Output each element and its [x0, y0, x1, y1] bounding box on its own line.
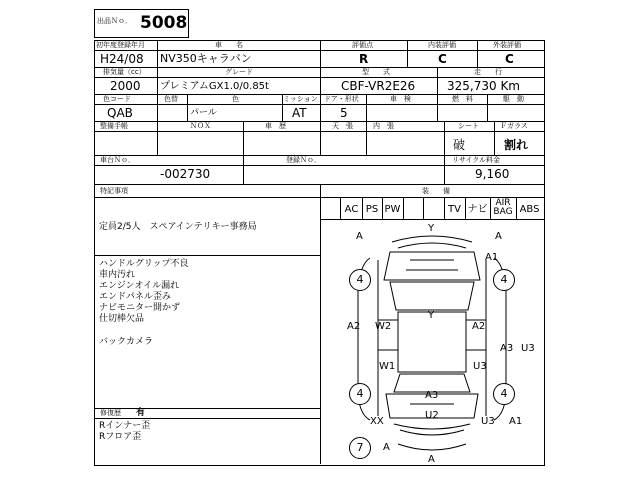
grade-label: グレード	[225, 68, 253, 76]
equipment-ac: AC	[344, 204, 359, 215]
damage-xx: XX	[370, 416, 384, 427]
car-diagram	[320, 220, 544, 464]
model-label: 型 式	[362, 68, 390, 76]
equipment-tv: TV	[448, 204, 461, 215]
repair-note: Rインナー歪	[99, 421, 151, 431]
damage-front-center: Y	[428, 223, 435, 234]
score-label: 評価点	[352, 41, 373, 49]
car-name-label: 車 名	[215, 41, 243, 49]
note-item: エンジンオイル漏れ	[99, 281, 180, 291]
damage-front-right: A	[495, 231, 502, 242]
door-value: 5	[340, 106, 348, 120]
equipment-ps: PS	[365, 204, 379, 215]
cc-value: 2000	[110, 79, 141, 93]
wheel-rear-left: 4	[349, 383, 371, 405]
equipment-airbag: AIR BAG	[493, 198, 513, 217]
damage-a-bottom: A	[428, 454, 435, 465]
sheet-value: 破	[453, 138, 466, 152]
wheel-front-left: 4	[349, 269, 371, 291]
damage-right-a2: A2	[472, 321, 486, 332]
mission-value: AT	[292, 106, 307, 120]
repair-value: 有	[136, 408, 146, 418]
damage-w1: W1	[379, 361, 396, 372]
year-label: 初年度登録年月	[96, 41, 145, 49]
lot-number: 5008	[140, 13, 188, 33]
damage-a-spare: A	[383, 442, 390, 453]
notes-label: 特記事項	[100, 187, 128, 195]
chassis-label: 車台Ｎｏ．	[100, 156, 135, 164]
damage-front-left: A	[356, 231, 363, 242]
equipment-label: 装 備	[422, 187, 450, 195]
recycle-label: リサイクル料金	[452, 156, 501, 164]
equipment-abs: ABS	[519, 204, 540, 215]
grade-value: プレミアムGX1.0/0.85t	[160, 81, 269, 92]
lot-label: 出品Ｎｏ．	[97, 17, 132, 25]
sheet-label: シート	[458, 122, 479, 130]
note-item: ハンドルグリップ不良	[99, 259, 189, 269]
note-item: バックカメラ	[99, 337, 154, 347]
damage-w2: W2	[375, 321, 392, 332]
color-value: パール	[190, 108, 217, 118]
mission-label: ミッション	[283, 95, 318, 103]
damage-roof-y: Y	[428, 310, 435, 321]
registration-label: 登録Ｎｏ．	[286, 156, 321, 164]
glass-label: Ｆガラス	[500, 122, 528, 130]
color-label: 色	[232, 95, 239, 103]
damage-u3-right: U3	[521, 343, 535, 354]
exterior-grade-label: 外装評価	[493, 41, 521, 49]
mileage-value: 325,730 Km	[447, 79, 520, 93]
nox-label: ＮＯＸ	[190, 122, 211, 130]
damage-a1-rear: A1	[509, 416, 523, 427]
damage-u3-rear: U3	[481, 416, 495, 427]
damage-left-a2: A2	[347, 321, 361, 332]
note-item: 仕切棒欠品	[99, 314, 145, 324]
mileage-label: 走 行	[474, 68, 502, 76]
color-code-value: QAB	[107, 106, 133, 120]
note-item: 車内汚れ	[99, 270, 136, 280]
interior-grade-label: 内装評価	[428, 41, 456, 49]
equipment-pw: PW	[384, 204, 401, 215]
car-name-value: NV350キャラバン	[160, 52, 252, 65]
chassis-value: -002730	[160, 167, 211, 181]
color-code-label: 色コード	[103, 95, 131, 103]
color-type-label: 色替	[164, 95, 178, 103]
recycle-value: 9,160	[475, 167, 510, 181]
note-item: ナビモニター開かず	[99, 303, 181, 313]
capacity-note: 定員2/5人 スペアインテリキー事務局	[99, 222, 257, 232]
damage-a3-right: A3	[500, 343, 514, 354]
wheel-front-right: 4	[493, 269, 515, 291]
drive-label: 駆 動	[503, 95, 524, 103]
damage-u3-mid: U3	[473, 361, 487, 372]
door-label: ドア・形状	[324, 95, 359, 103]
note-item: エンドパネル歪み	[99, 292, 171, 302]
repair-note: Rフロア歪	[99, 432, 142, 442]
repair-label: 修復歴	[100, 409, 121, 417]
damage-a1-top: A1	[485, 252, 499, 263]
cc-label: 排気量（cc）	[103, 68, 146, 76]
spare-tire: 7	[349, 437, 371, 459]
score-value: R	[359, 52, 369, 66]
glass-value: 割れ	[504, 138, 529, 152]
fuel-label: 燃 料	[452, 95, 473, 103]
year-value: H24/08	[100, 52, 144, 66]
manual-label: 整備手帳	[100, 122, 128, 130]
history-label: 車 歴	[265, 122, 286, 130]
damage-a3-rear: A3	[425, 390, 439, 401]
damage-u2: U2	[425, 410, 439, 421]
wheel-rear-right: 4	[493, 383, 515, 405]
interior-panel-label: 内 張	[373, 122, 394, 130]
exterior-grade-value: C	[505, 52, 514, 66]
hail-label: 天 張	[332, 122, 353, 130]
interior-grade-value: C	[438, 52, 447, 66]
model-value: CBF-VR2E26	[341, 79, 416, 93]
inspection-label: 車 検	[390, 95, 411, 103]
equipment-navi: ナビ	[467, 204, 488, 215]
